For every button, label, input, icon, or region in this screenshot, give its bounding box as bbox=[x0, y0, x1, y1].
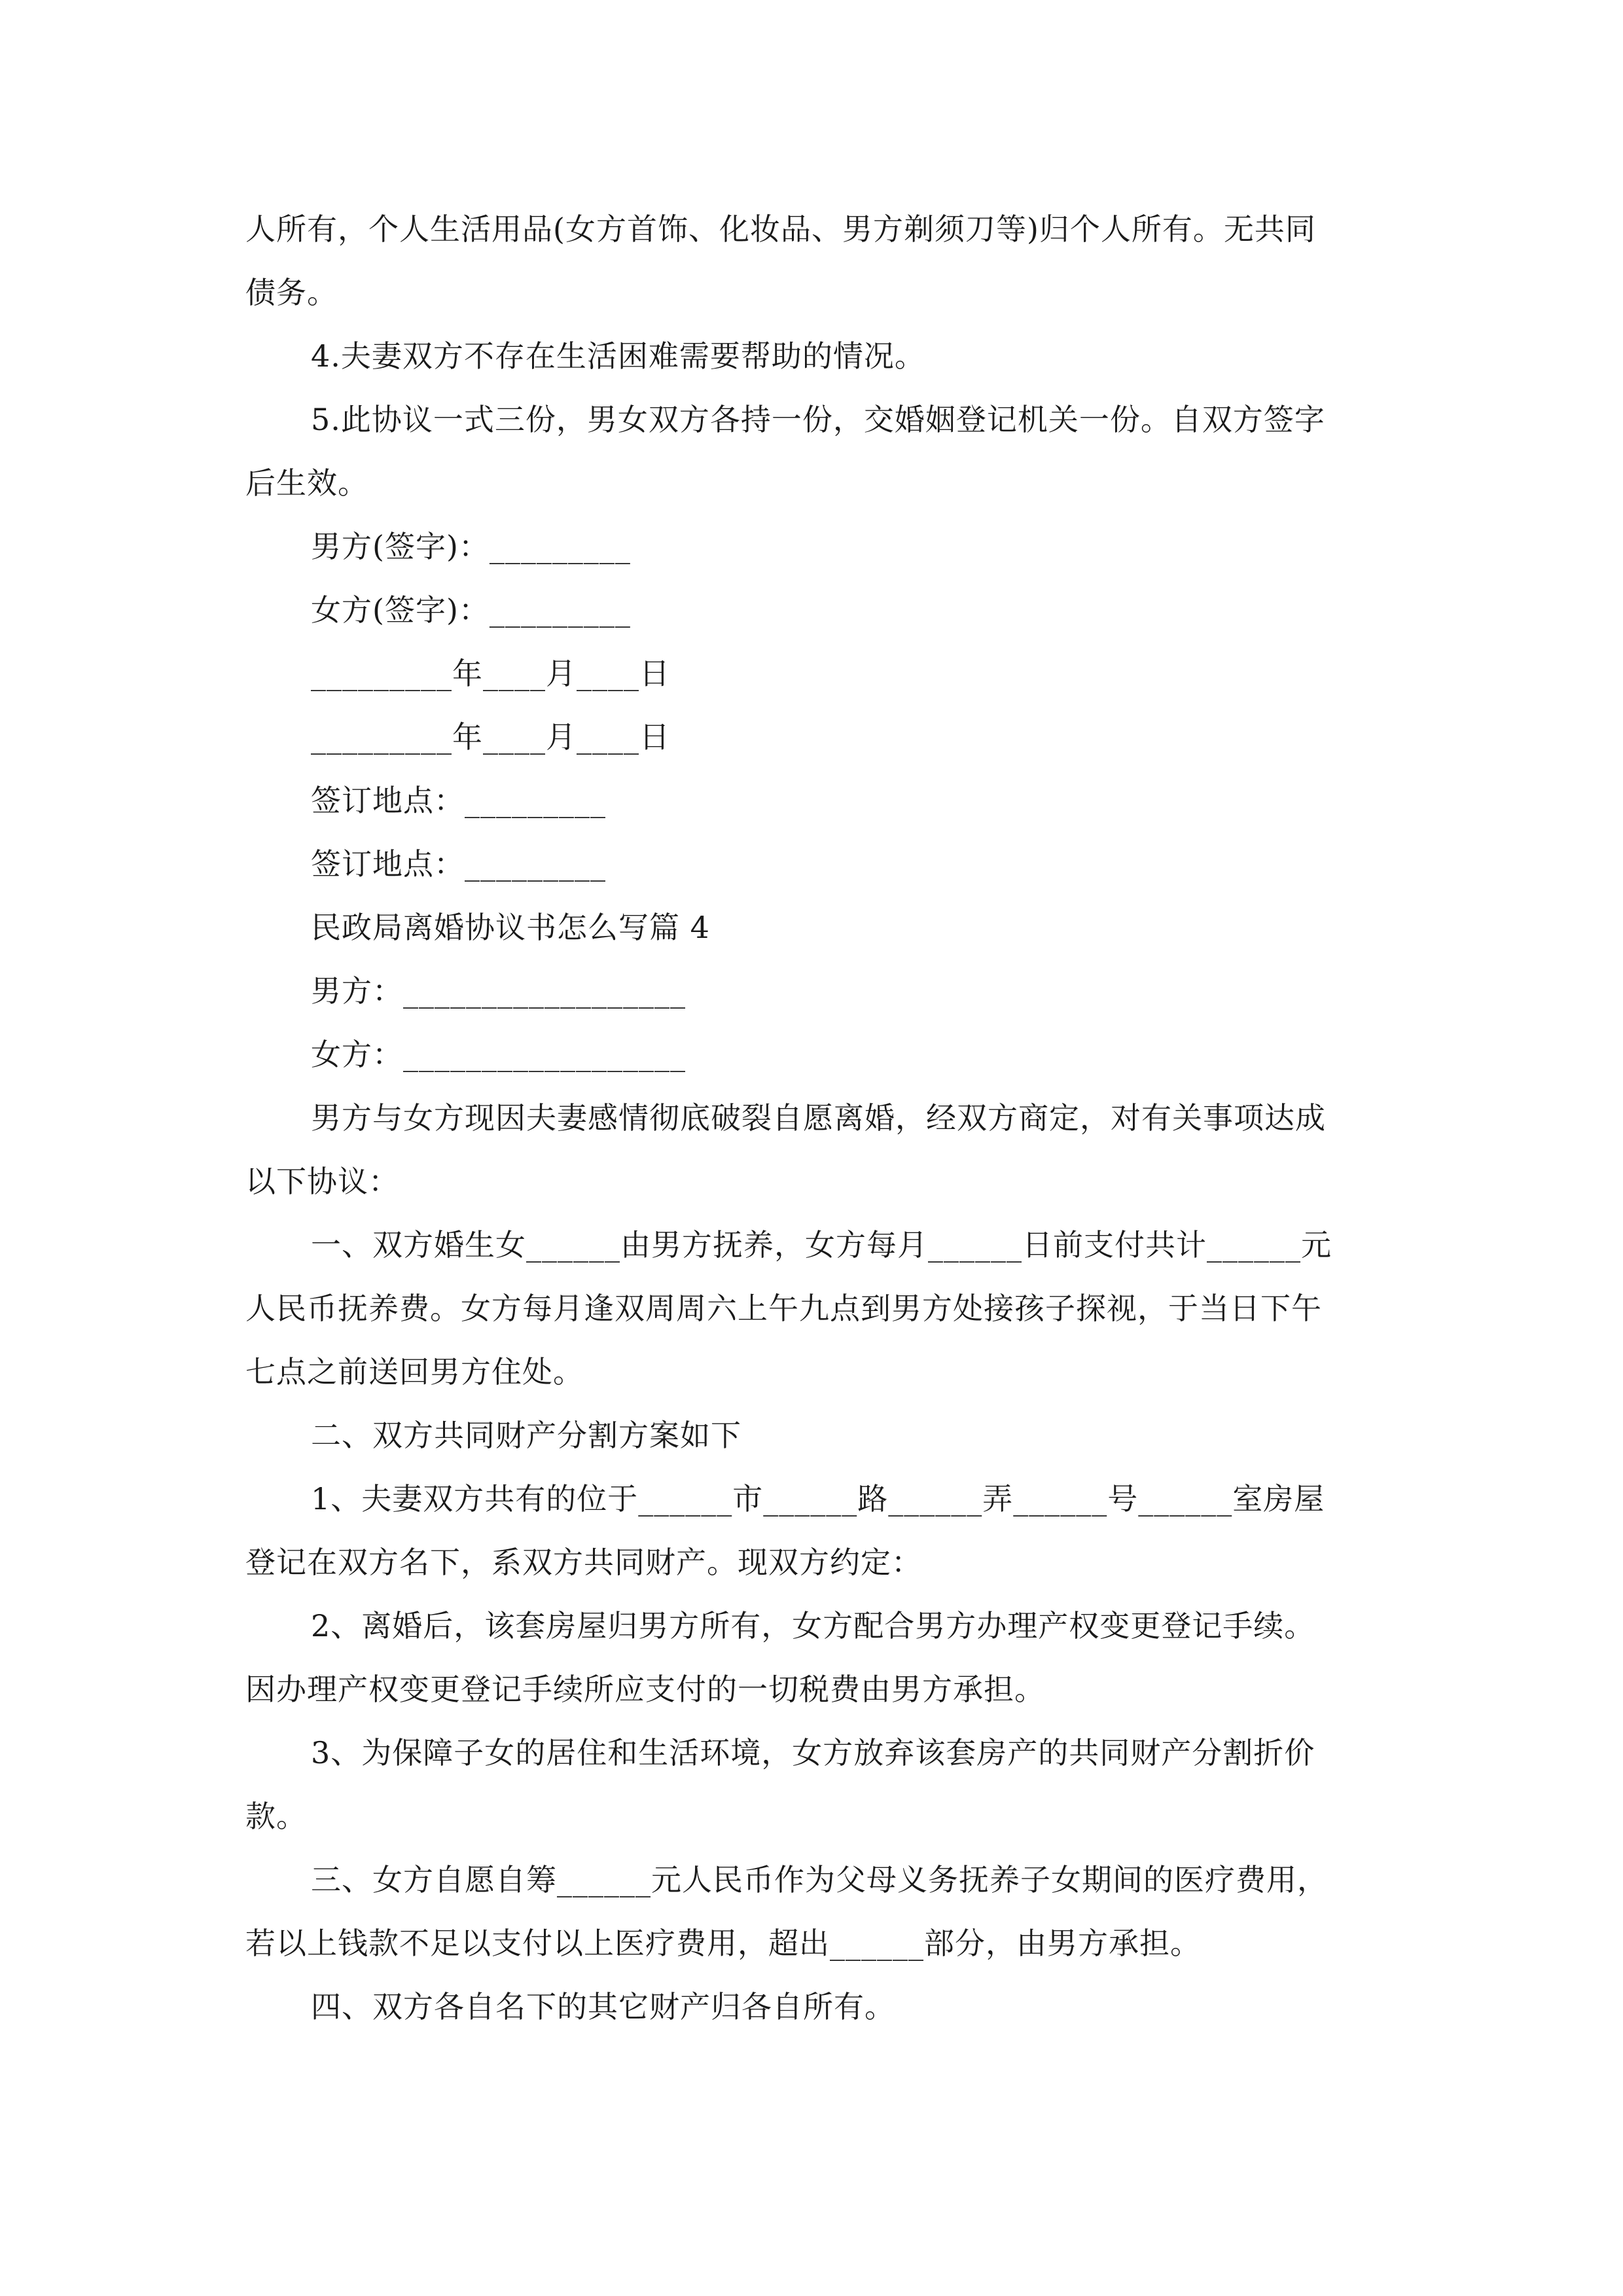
text-line: 登记在双方名下，系双方共同财产。现双方约定： bbox=[245, 1545, 922, 1580]
text-line: 5.此协议一式三份，男女双方各持一份，交婚姻登记机关一份。自双方签字 bbox=[311, 402, 1325, 437]
text-line: 男方与女方现因夫妻感情彻底破裂自愿离婚，经双方商定，对有关事项达成 bbox=[311, 1100, 1326, 1136]
section-heading: 民政局离婚协议书怎么写篇 4 bbox=[311, 910, 710, 945]
text-line: 2、离婚后，该套房屋归男方所有，女方配合男方办理产权变更登记手续。 bbox=[311, 1608, 1315, 1643]
text-line: 四、双方各自名下的其它财产归各自所有。 bbox=[311, 1989, 895, 2024]
text-line: 4.夫妻双方不存在生活困难需要帮助的情况。 bbox=[311, 338, 925, 374]
text-line: 3、为保障子女的居住和生活环境，女方放弃该套房产的共同财产分割折价 bbox=[311, 1735, 1315, 1770]
text-line: 以下协议： bbox=[245, 1164, 399, 1199]
party-line: 男方：__________________ bbox=[311, 973, 686, 1009]
signature-line: 男方(签字)：_________ bbox=[311, 529, 631, 564]
text-line: 人民币抚养费。女方每月逢双周周六上午九点到男方处接孩子探视，于当日下午 bbox=[245, 1291, 1322, 1326]
signature-line: 女方(签字)：_________ bbox=[311, 592, 631, 628]
text-line: 一、双方婚生女______由男方抚养，女方每月______日前支付共计______元 bbox=[311, 1227, 1332, 1263]
date-line: _________年____月____日 bbox=[311, 719, 670, 755]
text-line: 因办理产权变更登记手续所应支付的一切税费由男方承担。 bbox=[245, 1672, 1045, 1707]
text-line: 1、夫妻双方共有的位于______市______路______弄______号______室房屋 bbox=[311, 1481, 1325, 1516]
text-line: 三、女方自愿自筹______元人民币作为父母义务抚养子女期间的医疗费用， bbox=[311, 1862, 1328, 1897]
text-line: 债务。 bbox=[245, 275, 338, 310]
date-line: _________年____月____日 bbox=[311, 656, 670, 691]
text-line: 若以上钱款不足以支付以上医疗费用，超出______部分，由男方承担。 bbox=[245, 1926, 1201, 1961]
location-line: 签订地点：_________ bbox=[311, 783, 606, 818]
party-line: 女方：__________________ bbox=[311, 1037, 686, 1072]
location-line: 签订地点：_________ bbox=[311, 846, 606, 882]
text-line: 后生效。 bbox=[245, 465, 368, 501]
text-line: 七点之前送回男方住处。 bbox=[245, 1354, 584, 1390]
text-line: 款。 bbox=[245, 1799, 307, 1834]
text-line: 二、双方共同财产分割方案如下 bbox=[311, 1418, 741, 1453]
text-line: 人所有，个人生活用品(女方首饰、化妆品、男方剃须刀等)归个人所有。无共同 bbox=[245, 211, 1316, 247]
